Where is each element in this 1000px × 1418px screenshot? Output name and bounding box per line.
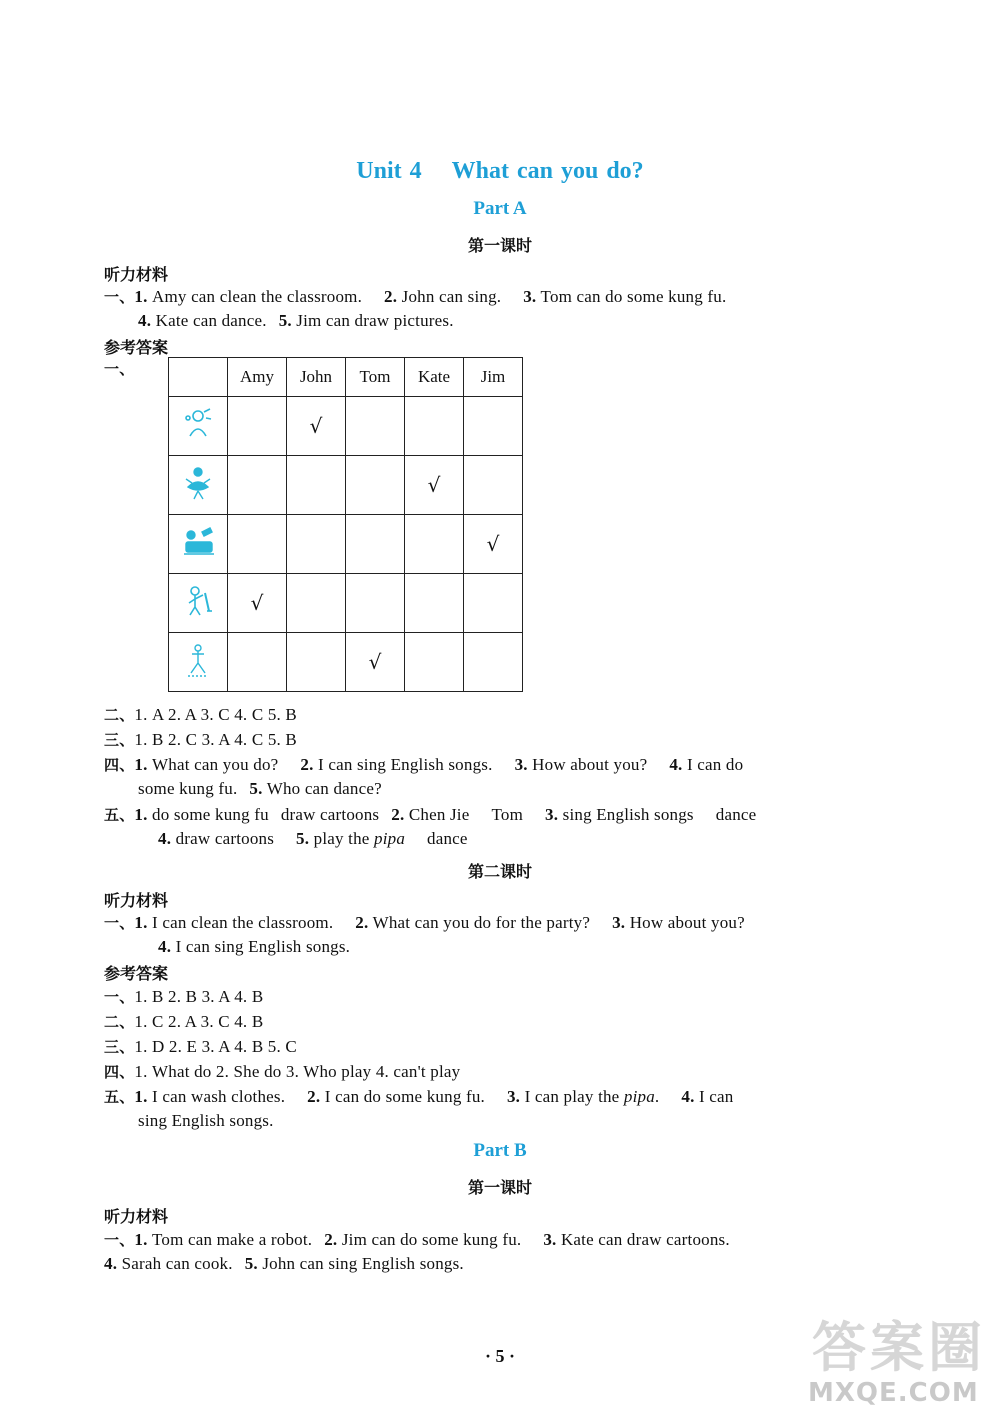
watermark-url: MXQE.COM: [808, 1378, 979, 1408]
part-a-l1-answer3: 三、1. B 2. C 3. A 4. C 5. B: [104, 730, 297, 749]
part-a-l2-answers-label: 参考答案: [104, 964, 169, 983]
check-mark-icon: √: [309, 414, 323, 438]
table-cell: [287, 515, 346, 574]
part-b-l1-listening-line2: 4. Sarah can cook. 5. John can sing English songs.: [104, 1254, 464, 1273]
table-cell: [346, 574, 405, 633]
part-a-l1-answer4-line2: some kung fu. 5. Who can dance?: [138, 779, 382, 798]
table-cell: [405, 633, 464, 692]
part-a-l2-answer3: 三、1. D 2. E 3. A 4. B 5. C: [104, 1037, 297, 1056]
table-row: [169, 633, 523, 692]
part-b-title: Part B: [473, 1140, 527, 1161]
part-a-l1-listening-line2: 4. Kate can dance. 5. Jim can draw pictures.: [138, 311, 454, 330]
table-cell: [287, 633, 346, 692]
part-a-l2-listening-line2: 4. I can sing English songs.: [158, 937, 351, 956]
draw-picture-icon: [169, 515, 228, 574]
part-b-l1-listening-label: 听力材料: [104, 1207, 169, 1226]
part-a-l2-listening-line1: 一、1. I can clean the classroom. 2. What can you do for the party? 3. How about you?: [104, 913, 745, 932]
table-cell: [346, 633, 405, 692]
table-row: [169, 397, 523, 456]
table-corner-cell: [169, 358, 228, 397]
part-b-lesson1-title: 第一课时: [467, 1178, 532, 1197]
clean-picture-icon: [169, 574, 228, 633]
table-cell: [464, 633, 523, 692]
table-cell: [228, 456, 287, 515]
table-cell: [464, 574, 523, 633]
table-cell: [287, 397, 346, 456]
part-a-title: Part A: [473, 198, 527, 219]
sing-picture-icon: [169, 397, 228, 456]
table-row: [169, 515, 523, 574]
header-kate: Kate: [405, 358, 464, 397]
part-a-l2-answer2: 二、1. C 2. A 3. C 4. B: [104, 1012, 264, 1031]
part-a-l2-listening-label: 听力材料: [104, 891, 169, 910]
unit-title: [0, 158, 1000, 185]
part-a-lesson2-title: 第二课时: [467, 862, 532, 881]
table-cell: [228, 397, 287, 456]
table-row: [169, 574, 523, 633]
table-cell: [287, 456, 346, 515]
part-b-l1-listening-line1: 一、1. Tom can make a robot. 2. Jim can do some kung fu. 3. Kate can draw cartoons.: [104, 1230, 730, 1249]
part-a-l1-answer2: 二、1. A 2. A 3. C 4. C 5. B: [104, 705, 297, 724]
part-a-l2-answer5-line2: sing English songs.: [138, 1111, 274, 1130]
table-cell: [228, 633, 287, 692]
table-cell: [287, 574, 346, 633]
unit-heading: What can you do?: [451, 158, 644, 184]
table-header-row: [169, 358, 523, 397]
part-a-l1-listening-line1: 一、1. Amy can clean the classroom. 2. John can sing. 3. Tom can do some kung fu.: [104, 287, 727, 306]
table-cell: [346, 515, 405, 574]
part-a-l1-answer4-line1: 四、1. What can you do? 2. I can sing English songs. 3. How about you? 4. I can do: [104, 755, 744, 774]
header-john: John: [287, 358, 346, 397]
part-a-l2-answer5-line1: 五、1. I can wash clothes. 2. I can do some kung fu. 3. I can play the pipa. 4. I can: [104, 1087, 734, 1106]
header-tom: Tom: [346, 358, 405, 397]
part-a-l1-listening-label: 听力材料: [104, 265, 169, 284]
table-cell: [346, 397, 405, 456]
dance-picture-icon: [169, 456, 228, 515]
table-row: [169, 456, 523, 515]
table-prefix: 一、: [104, 360, 135, 378]
check-mark-icon: √: [368, 650, 382, 674]
header-jim: Jim: [464, 358, 523, 397]
watermark-logo-text: 答案圈: [812, 1316, 986, 1379]
page-number: · 5 ·: [484, 1346, 515, 1366]
part-a-l1-answer5-line1: 五、1. do some kung fu draw cartoons 2. Chen Jie Tom 3. sing English songs dance: [104, 805, 757, 824]
table-cell: [228, 515, 287, 574]
part-a-l1-answer5-line2: 4. draw cartoons 5. play the pipa dance: [158, 829, 468, 848]
part-a-l1-answers-label: 参考答案: [104, 338, 169, 357]
part-a-lesson1-title: 第一课时: [467, 236, 532, 255]
table-cell: [464, 397, 523, 456]
header-amy: Amy: [228, 358, 287, 397]
table-cell: [464, 456, 523, 515]
ability-answer-table: [168, 357, 523, 692]
table-cell: [464, 515, 523, 574]
table-cell: [405, 397, 464, 456]
table-cell: [228, 574, 287, 633]
table-cell: [405, 515, 464, 574]
check-mark-icon: √: [486, 532, 500, 556]
table-cell: [405, 574, 464, 633]
table-cell: [346, 456, 405, 515]
check-mark-icon: √: [250, 591, 264, 615]
unit-label: Unit 4: [356, 158, 422, 184]
part-a-l2-answer4: 四、1. What do 2. She do 3. Who play 4. can't play: [104, 1062, 461, 1081]
part-a-l2-answer1: 一、1. B 2. B 3. A 4. B: [104, 987, 264, 1006]
kungfu-picture-icon: [169, 633, 228, 692]
check-mark-icon: √: [427, 473, 441, 497]
table-cell: [405, 456, 464, 515]
